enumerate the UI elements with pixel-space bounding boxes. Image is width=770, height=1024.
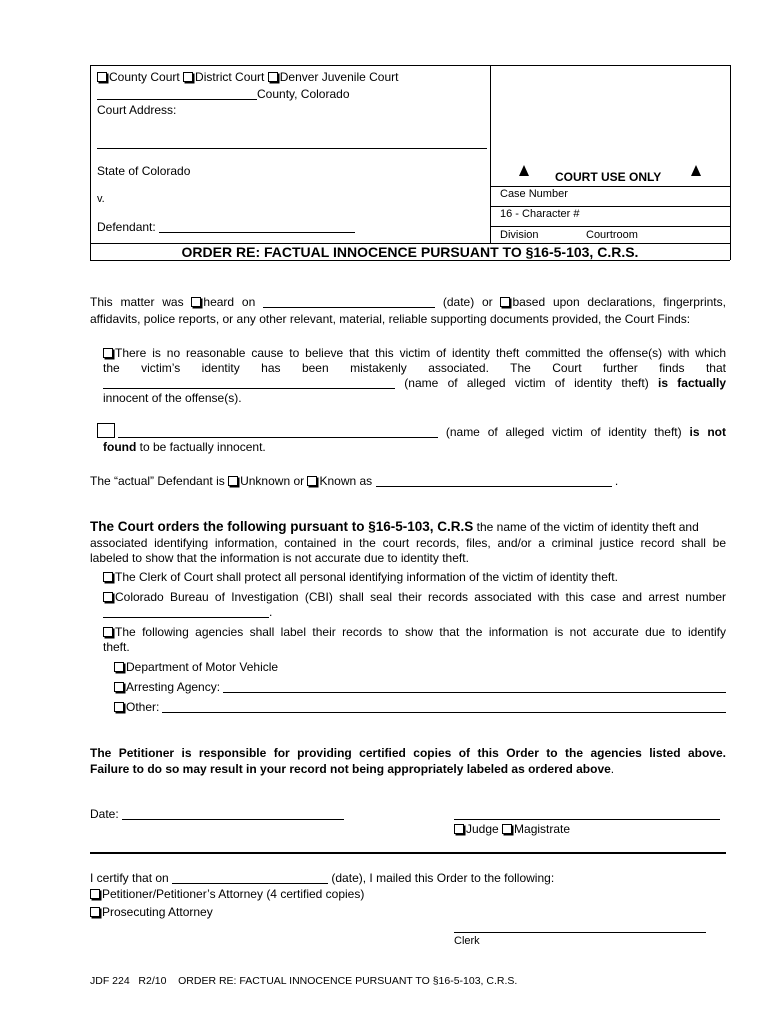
judge-signature-field[interactable] [454,819,720,820]
victim-name-field-1[interactable] [103,376,395,389]
finding1-line-2: the victim’s identity has been mistakenly associated. The Court further finds that [103,361,726,375]
certify-prosecuting: Prosecuting Attorney [90,905,213,919]
order-agencies: The following agencies shall label their records to show that the information is not accurate due to identify [103,625,726,639]
case-number-label: Case Number [500,188,568,200]
clerk-label: Clerk [454,935,480,947]
not-innocent-checkbox[interactable] [97,423,115,438]
county-court-checkbox[interactable] [97,72,107,82]
petitioner-line-1: The Petitioner is responsible for providing certified copies of this Order to the agencies listed above. [90,746,726,760]
other-field[interactable] [162,700,726,713]
heard-date-field[interactable] [263,295,435,308]
court-type-options [97,70,398,84]
order-arresting: Arresting Agency: [114,680,726,694]
heard-on-checkbox[interactable] [191,297,201,307]
defendant-field[interactable] [159,220,355,233]
orders-heading: The Court orders the following pursuant to §16-5-103, C.R.S the name of the victim of identity theft and [90,519,699,534]
section-divider [90,852,726,854]
county-court-label: County Court [109,70,180,84]
agencies-checkbox[interactable] [103,627,113,637]
character-label: 16 - Character # [500,208,580,220]
other-checkbox[interactable] [114,702,124,712]
orders-line-3: labeled to show that the information is not accurate due to identity theft. [90,551,469,565]
judge-magistrate-options: Judge Magistrate [454,822,570,836]
juvenile-court-label: Denver Juvenile Court [279,70,399,84]
known-as-checkbox[interactable] [307,476,317,486]
date-line: Date: [90,807,344,821]
order-date-field[interactable] [122,807,344,820]
actual-defendant-line: The “actual” Defendant is Unknown or Known as . [90,474,619,488]
finding2-line-1: (name of alleged victim of identity theft) is not [118,425,726,439]
clerk-protect-checkbox[interactable] [103,572,113,582]
victim-name-field-2[interactable] [118,425,438,438]
state-label: State of Colorado [97,164,191,178]
triangle-right-icon [691,165,701,176]
petitioner-line-2: Failure to do so may result in your record not being appropriately labeled as ordered above. [90,762,615,776]
dmv-checkbox[interactable] [114,662,124,672]
district-court-checkbox[interactable] [183,72,193,82]
matter-line-2: affidavits, police reports, or any other relevant, material, reliable supporting documents provided, the Court Finds: [90,312,691,326]
clerk-signature-field[interactable] [454,932,706,933]
unknown-checkbox[interactable] [228,476,238,486]
cbi-checkbox[interactable] [103,592,113,602]
county-colorado-label: County, Colorado [257,87,350,101]
division-label: Division [500,229,539,241]
versus-label: v. [97,193,105,205]
form-footer: JDF 224 R2/10 ORDER RE: FACTUAL INNOCENCE PURSUANT TO §16-5-103, C.R.S. [90,975,518,987]
arresting-agency-field[interactable] [223,680,726,693]
arrest-number-field[interactable] [103,605,269,618]
finding1-line-4: innocent of the offense(s). [103,391,242,405]
petitioner-attorney-checkbox[interactable] [90,889,100,899]
no-reasonable-cause-checkbox[interactable] [103,348,113,358]
judge-checkbox[interactable] [454,824,464,834]
certify-line: I certify that on (date), I mailed this Order to the following: [90,871,555,885]
order-agencies-line-2: theft. [103,640,130,654]
defendant-label: Defendant: [97,220,156,234]
order-other: Other: [114,700,726,714]
finding1-line-3: (name of alleged victim of identity theft) is factually [103,376,726,390]
arresting-checkbox[interactable] [114,682,124,692]
declarations-checkbox[interactable] [500,297,510,307]
finding2-line-2: found to be factually innocent. [103,440,266,454]
certify-petitioner: Petitioner/Petitioner’s Attorney (4 certified copies) [90,887,364,901]
district-court-label: District Court [195,70,265,84]
order-dmv: Department of Motor Vehicle [114,660,278,674]
courtroom-label: Courtroom [586,229,638,241]
county-name-field[interactable] [97,87,257,100]
order-cbi: Colorado Bureau of Investigation (CBI) shall seal their records associated with this case and arrest number [103,590,726,604]
matter-line-1: This matter was heard on (date) or based upon declarations, fingerprints, [90,295,726,309]
court-use-only-label: COURT USE ONLY [555,170,662,184]
finding1-line-1: There is no reasonable cause to believe that this victim of identity theft committed the offense(s) with which [103,346,726,360]
court-address-field[interactable] [97,148,487,149]
order-clerk: The Clerk of Court shall protect all personal identifying information of the victim of identity theft. [103,570,618,584]
page-title: ORDER RE: FACTUAL INNOCENCE PURSUANT TO §16-5-103, C.R.S. [181,244,639,260]
magistrate-checkbox[interactable] [502,824,512,834]
court-address-label: Court Address: [97,103,177,117]
triangle-left-icon [519,165,529,176]
juvenile-court-checkbox[interactable] [268,72,278,82]
orders-line-2: associated identifying information, contained in the court records, files, and/or a criminal justice record shall be [90,536,726,550]
prosecuting-attorney-checkbox[interactable] [90,907,100,917]
known-as-field[interactable] [376,474,612,487]
cbi-period: . [269,605,273,619]
mailed-date-field[interactable] [172,871,328,884]
